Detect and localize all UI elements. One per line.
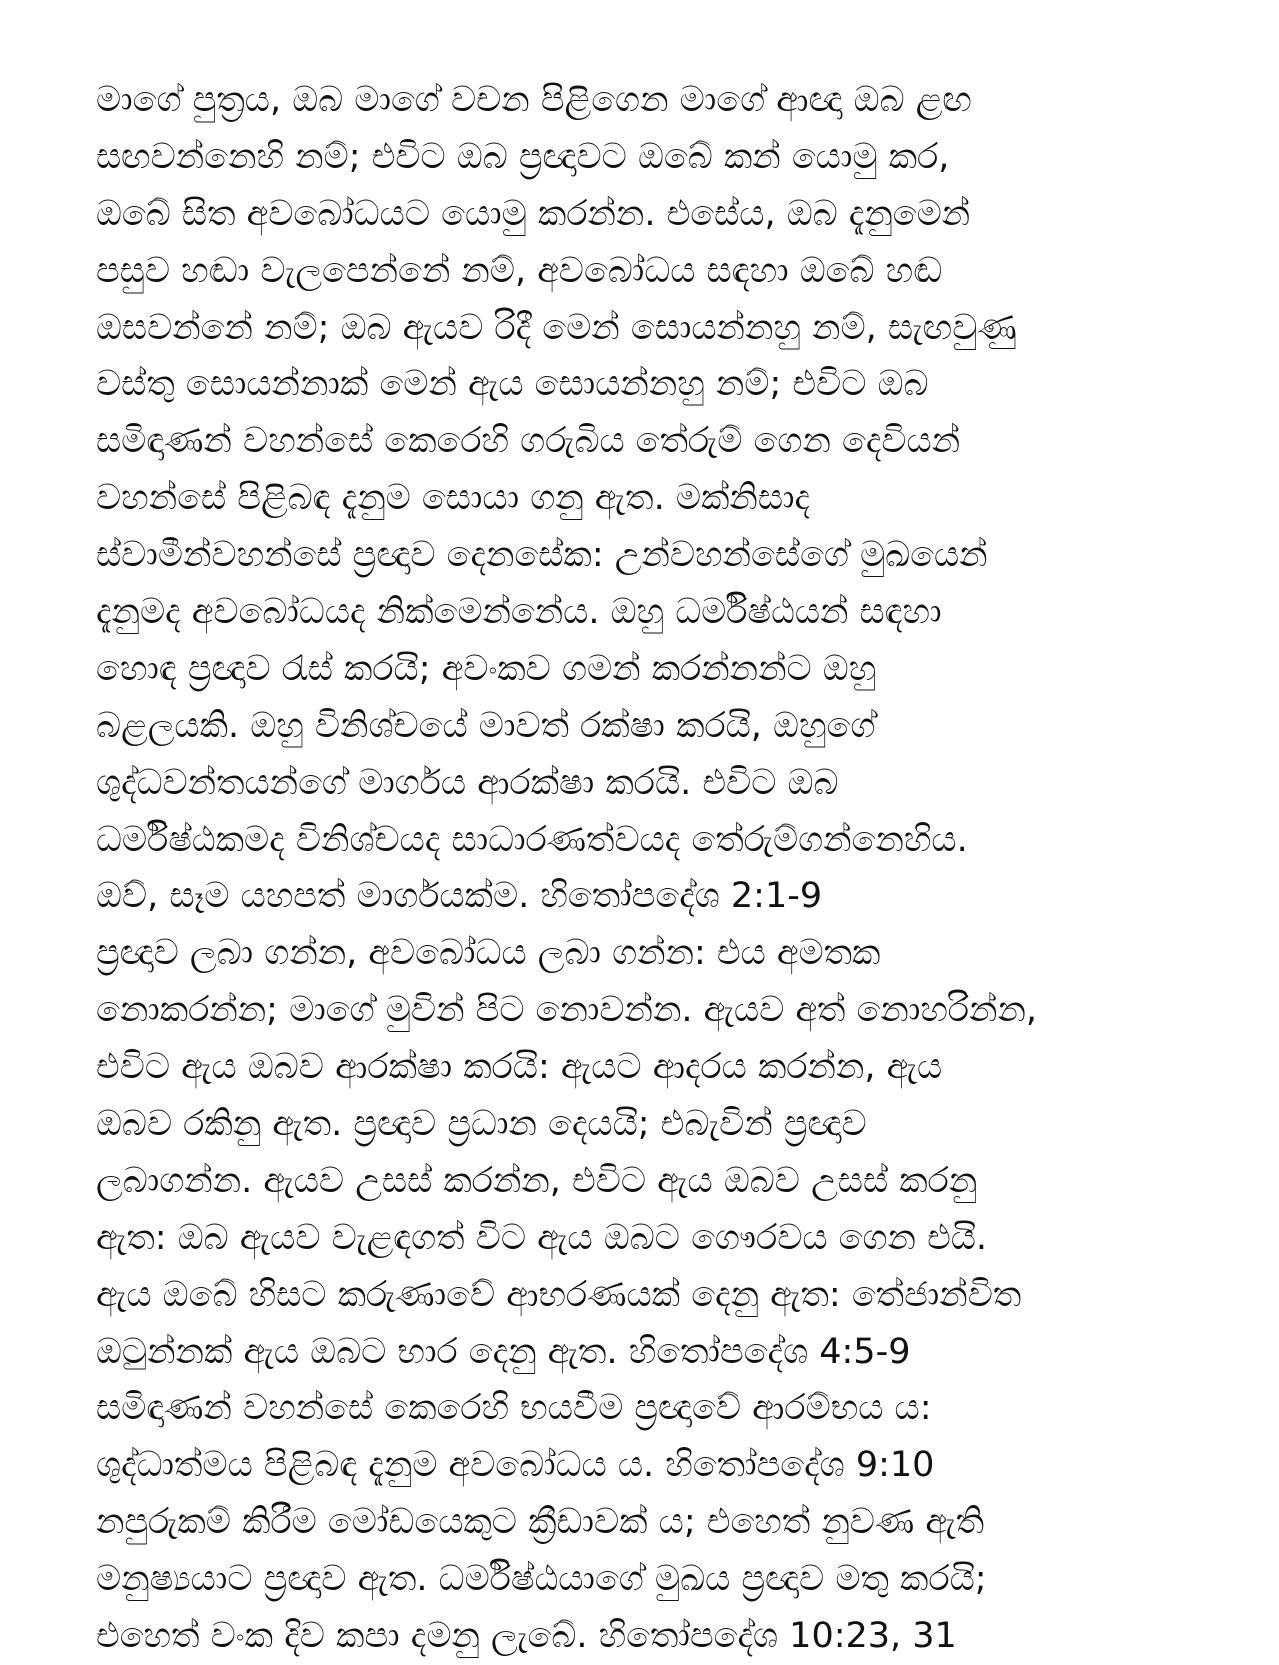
text-line: පසුව හඬා වැලපෙන්නේ නම්, අවබෝධය සඳහා ඔබේ හඬ	[96, 250, 943, 291]
scripture-text-block	[96, 72, 1206, 1665]
text-line: බළලයකි. ඔහු විනිශ්චයේ මාවත් රක්ෂා කරයි, ඔහුගේ	[96, 705, 876, 746]
scripture-reference-line: එහෙත් වංක දිව කපා දමනු ලැබේ. හිතෝපදේශ 10:23, 31	[96, 1616, 957, 1657]
text-line: සඟවන්නෙහි නම්; එවිට ඔබ ප්‍රඥාවට ඔබේ කන් යොමු කර,	[96, 136, 950, 177]
text-line: මාගේ පුත්‍රය, ඔබ මාගේ වචන පිළිගෙන මාගේ ආඥා ඔබ ළඟ	[96, 80, 972, 120]
text-line: නොකරන්න; මාගේ මුවින් පිට නොවන්න. ඇයව අත් නොහරින්න,	[96, 990, 1038, 1031]
text-line: ඔබව රකිනු ඇත. ප්‍රඥාව ප්‍රධාන දෙයයි; එබැවින් ප්‍රඥාව	[96, 1104, 867, 1145]
text-line: ධර්මිෂ්ඨකමද විනිශ්චයද සාධාරණත්වයද තේරුම්ගන්නෙහිය.	[96, 819, 968, 860]
scripture-reference-line: ශුද්ධාත්මය පිළිබඳ දැනුම අවබෝධය ය. හිතෝපදේශ 9:10	[96, 1445, 935, 1486]
text-line: සමිඳාණන් වහන්සේ කෙරෙහි ගරුබිය තේරුම් ගෙන දෙවියන්	[96, 421, 961, 462]
text-line: වස්තු සොයන්නාක් මෙන් ඇය සොයන්නහු නම්; එවිට ඔබ	[96, 364, 929, 405]
scripture-reference-line: ඔටුන්නක් ඇය ඔබට භාර දෙනු ඇත. හිතෝපදේශ 4:5-9	[96, 1331, 911, 1372]
text-line: ශුද්ධවන්තයන්ගේ මාර්ගය ආරක්ෂා කරයි. එවිට ඔබ	[96, 762, 839, 803]
text-line: මනුෂ්‍යයාට ප්‍රඥාව ඇත. ධර්මිෂ්ඨයාගේ මුඛය ප්‍රඥාව මතු කරයි;	[96, 1559, 987, 1600]
text-line: ස්වාමීන්වහන්සේ ප්‍රඥාව දෙනසේක: උන්වහන්සේගේ මුඛයෙන්	[96, 535, 988, 576]
text-line: දැනුමද අවබෝධයද නික්මෙන්නේය. ඔහු ධර්මිෂ්ඨයන් සඳහා	[96, 592, 942, 633]
text-line: හොඳ ප්‍රඥාව රැස් කරයි; අවංකව ගමන් කරන්නන්ට ඔහු	[96, 648, 877, 689]
text-line: ප්‍රඥාව ලබා ගන්න, අවබෝධය ලබා ගන්න: එය අමතක	[96, 933, 881, 974]
text-line: එවිට ඇය ඔබව ආරක්ෂා කරයි: ඇයට ආදරය කරන්න, ඇය	[96, 1047, 943, 1088]
text-line: ඇය ඔබේ හිසට කරුණාවේ ආභරණයක් දෙනු ඇත: තේජාන්විත	[96, 1274, 1022, 1315]
text-line: ලබාගන්න. ඇයව උසස් කරන්න, එවිට ඇය ඔබව උසස් කරනු	[96, 1160, 978, 1201]
text-line: ඇත: ඔබ ඇයව වැළඳගත් විට ඇය ඔබට ගෞරවය ගෙන එයි.	[96, 1217, 988, 1258]
text-line: සමිඳාණන් වහන්සේ කෙරෙහි භයවීම ප්‍රඥාවේ ආරම්භය ය:	[96, 1388, 932, 1429]
text-line: ඔබේ සිත අවබෝධයට යොමු කරන්න. එසේය, ඔබ දැනුමෙන්	[96, 193, 971, 234]
text-line: නපුරුකම් කිරීම මෝඩයෙකුට ක්‍රීඩාවක් ය; එහෙත් නුවණ ඇති	[96, 1502, 985, 1543]
text-line: වහන්සේ පිළිබඳ දැනුම සොයා ගනු ඇත. මක්නිසාද	[96, 478, 811, 519]
text-line: ඔසවන්නේ නම්; ඔබ ඇයව රිදී මෙන් සොයන්නහු නම්, සැඟවුණු	[96, 307, 1017, 348]
scripture-reference-line: ඔව්, සෑම යහපත් මාර්ගයක්ම. හිතෝපදේශ 2:1-9	[96, 876, 823, 917]
